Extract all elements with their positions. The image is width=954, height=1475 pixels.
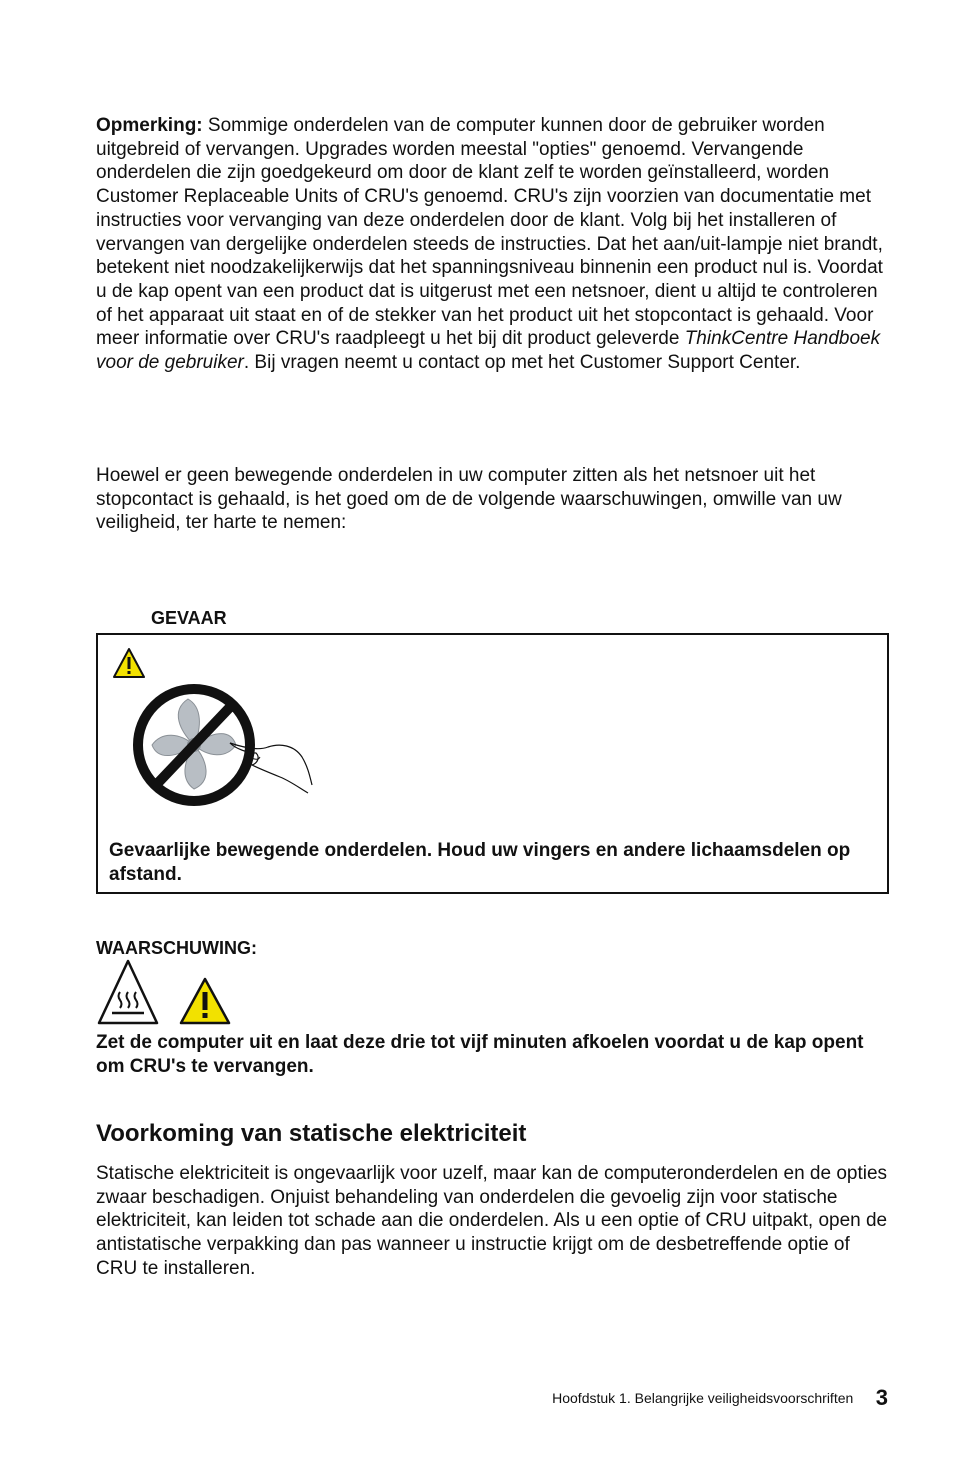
static-electricity-paragraph: Statische elektriciteit is ongevaarlijk voor uzelf, maar kan de computeronderdelen en de opties zwaar beschadigen. Onjuist behandeling van onderdelen die gevoelig zijn voor statische elektriciteit, kan leiden tot schade aan die onderdelen. Als u een optie of CRU uitpakt, open de antistatische verpakking dan pas wanneer u instructie krijgt om de desbetreffende optie of CRU te installeren.: [96, 1163, 888, 1279]
manual-title: ThinkCentre Handboek voor de gebruiker: [96, 328, 881, 374]
intro-paragraph: Hoewel er geen bewegende onderdelen in uw computer zitten als het netsnoer uit het stopcontact is gehaald, is het goed om de de volgende waarschuwingen, omwille van uw veiligheid, ter harte te nemen:: [96, 465, 842, 534]
danger-text: Gevaarlijke bewegende onderdelen. Houd uw vingers en andere lichaamsdelen op afstand.: [109, 840, 851, 885]
no-fingers-fan-icon: [130, 681, 320, 809]
warning-triangle-icon: [112, 647, 146, 679]
caution-text: Zet de computer uit en laat deze drie tot vijf minuten afkoelen voordat u de kap opent om CRU's te vervangen.: [96, 1032, 864, 1077]
page-footer: [552, 1385, 888, 1411]
note-text-end: . Bij vragen neemt u contact op met het Customer Support Center.: [243, 352, 801, 374]
page-number: 3: [875, 1385, 888, 1410]
note-text: Sommige onderdelen van de computer kunnen door de gebruiker worden uitgebreid of vervangen. Upgrades worden meestal "opties" genoemd. Vervangende onderdelen die zijn goedgekeurd om door de klant zelf te worden geïnstalleerd, worden Customer Replaceable Units of CRU's genoemd. CRU's zijn voorzien van documentatie met instructies voor vervanging van deze onderdelen door de klant. Volg bij het installeren of vervangen van dergelijke onderdelen steeds de instructies. Dat het aan/uit-lampje niet brandt, betekent niet noodzakelijkerwijs dat het spanningsniveau binnenin een product nul is. Voordat u de kap opent van een product dat is uitgerust met een netsnoer, dient u altijd te controleren of het apparaat uit staat en of de stekker van het product uit het stopcontact is gehaald. Voor meer informatie over CRU's raadpleegt u het bij dit product geleverde: [96, 115, 883, 350]
section-heading: Voorkoming van statische elektriciteit: [96, 1120, 527, 1147]
caution-label: WAARSCHUWING:: [96, 938, 257, 958]
danger-box: [96, 633, 889, 894]
footer-chapter: Hoofdstuk 1. Belangrijke veiligheidsvoorschriften: [552, 1390, 854, 1406]
note-paragraph: [96, 114, 888, 375]
note-label: Opmerking:: [96, 115, 203, 136]
danger-label: GEVAAR: [151, 608, 227, 628]
hot-surface-icon: [96, 958, 160, 1026]
warning-triangle-icon: [178, 976, 232, 1026]
